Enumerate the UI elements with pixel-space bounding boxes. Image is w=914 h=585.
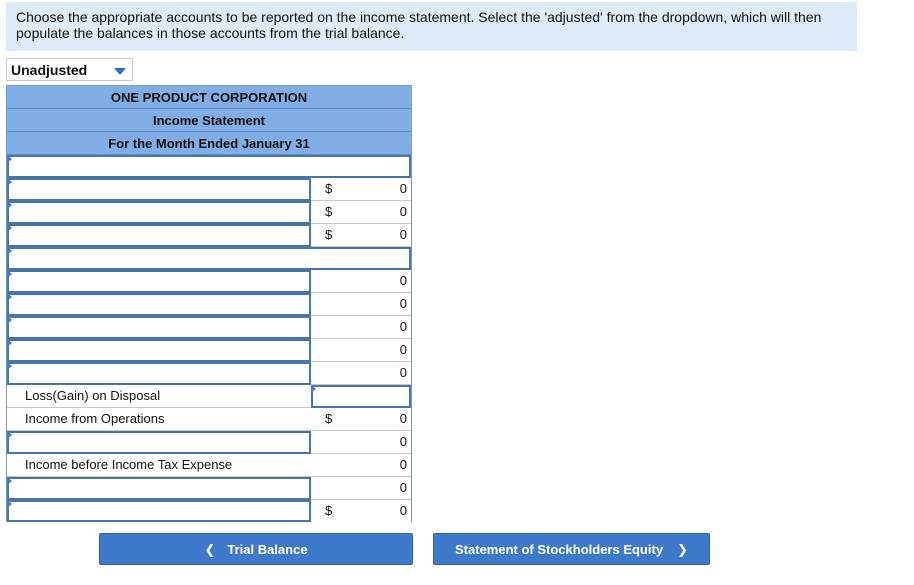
stockholders-equity-button[interactable] [433, 533, 710, 565]
tax-expense-select[interactable] [7, 477, 311, 500]
dropdown-marker-icon [7, 155, 12, 163]
loss-gain-input[interactable] [311, 385, 411, 408]
dropdown-marker-icon [311, 385, 316, 393]
amount-value: 0 [399, 204, 407, 219]
dropdown-marker-icon [7, 477, 12, 485]
net-income-select[interactable] [7, 500, 311, 522]
amount-value: 0 [399, 457, 407, 472]
currency-symbol: $ [325, 411, 333, 426]
income-operations-amount [311, 408, 411, 431]
net-income-amount [311, 500, 411, 522]
company-name: ONE PRODUCT CORPORATION [7, 86, 411, 109]
amount-value: 0 [399, 342, 407, 357]
dropdown-marker-icon [7, 431, 12, 439]
statement-period: For the Month Ended January 31 [7, 132, 411, 155]
dropdown-marker-icon [7, 224, 12, 232]
amount-cell-2 [311, 201, 411, 224]
amount-value: 0 [399, 365, 407, 380]
currency-symbol: $ [325, 181, 333, 196]
adjusted-select[interactable] [6, 58, 133, 81]
chevron-right-icon: ❯ [677, 542, 688, 557]
expense-select-4[interactable] [7, 339, 311, 362]
section-heading-select-2[interactable] [7, 247, 411, 270]
income-before-tax-label: Income before Income Tax Expense [7, 454, 311, 477]
trial-balance-button[interactable] [99, 533, 413, 565]
amount-value: 0 [399, 296, 407, 311]
dropdown-marker-icon [7, 293, 12, 301]
loss-gain-label: Loss(Gain) on Disposal [7, 385, 311, 408]
amount-value: 0 [399, 181, 407, 196]
amount-value: 0 [399, 227, 407, 242]
account-select-3[interactable] [7, 224, 311, 247]
dropdown-marker-icon [7, 316, 12, 324]
income-before-tax-amount [311, 454, 411, 477]
instructions-panel [6, 2, 857, 51]
dropdown-marker-icon [7, 247, 12, 255]
account-select-2[interactable] [7, 201, 311, 224]
expense-amount-4 [311, 339, 411, 362]
expense-select-5[interactable] [7, 362, 311, 385]
amount-cell-3 [311, 224, 411, 247]
expense-amount-1 [311, 270, 411, 293]
dropdown-marker-icon [7, 270, 12, 278]
other-item-select[interactable] [7, 431, 311, 454]
account-select-1[interactable] [7, 178, 311, 201]
expense-amount-5 [311, 362, 411, 385]
expense-amount-3 [311, 316, 411, 339]
adjusted-select-value: Unadjusted [11, 62, 88, 78]
other-item-amount [311, 431, 411, 454]
currency-symbol: $ [325, 503, 333, 518]
currency-symbol: $ [325, 204, 333, 219]
expense-select-3[interactable] [7, 316, 311, 339]
dropdown-marker-icon [7, 178, 12, 186]
expense-select-2[interactable] [7, 293, 311, 316]
trial-balance-label: Trial Balance [227, 542, 308, 557]
tax-expense-amount [311, 477, 411, 500]
income-statement [6, 85, 412, 522]
amount-value: 0 [399, 503, 407, 518]
amount-value: 0 [399, 273, 407, 288]
amount-value: 0 [399, 480, 407, 495]
amount-value: 0 [399, 319, 407, 334]
statement-title: Income Statement [7, 109, 411, 132]
amount-value: 0 [399, 411, 407, 426]
dropdown-marker-icon [7, 362, 12, 370]
section-heading-select-1[interactable] [7, 155, 411, 178]
chevron-down-icon[interactable] [114, 68, 126, 75]
expense-amount-2 [311, 293, 411, 316]
stockholders-equity-label: Statement of Stockholders Equity [455, 542, 664, 557]
amount-cell-1 [311, 178, 411, 201]
instructions-text: Choose the appropriate accounts to be reported on the income statement. Select the 'adjusted' from the dropdown, which will then populate the balances in those accounts from the trial balance. [16, 9, 822, 41]
income-operations-label: Income from Operations [7, 408, 311, 431]
dropdown-marker-icon [7, 339, 12, 347]
chevron-left-icon: ❮ [204, 542, 216, 557]
dropdown-marker-icon [7, 500, 12, 508]
expense-select-1[interactable] [7, 270, 311, 293]
currency-symbol: $ [325, 227, 333, 242]
amount-value: 0 [399, 434, 407, 449]
dropdown-marker-icon [7, 201, 12, 209]
